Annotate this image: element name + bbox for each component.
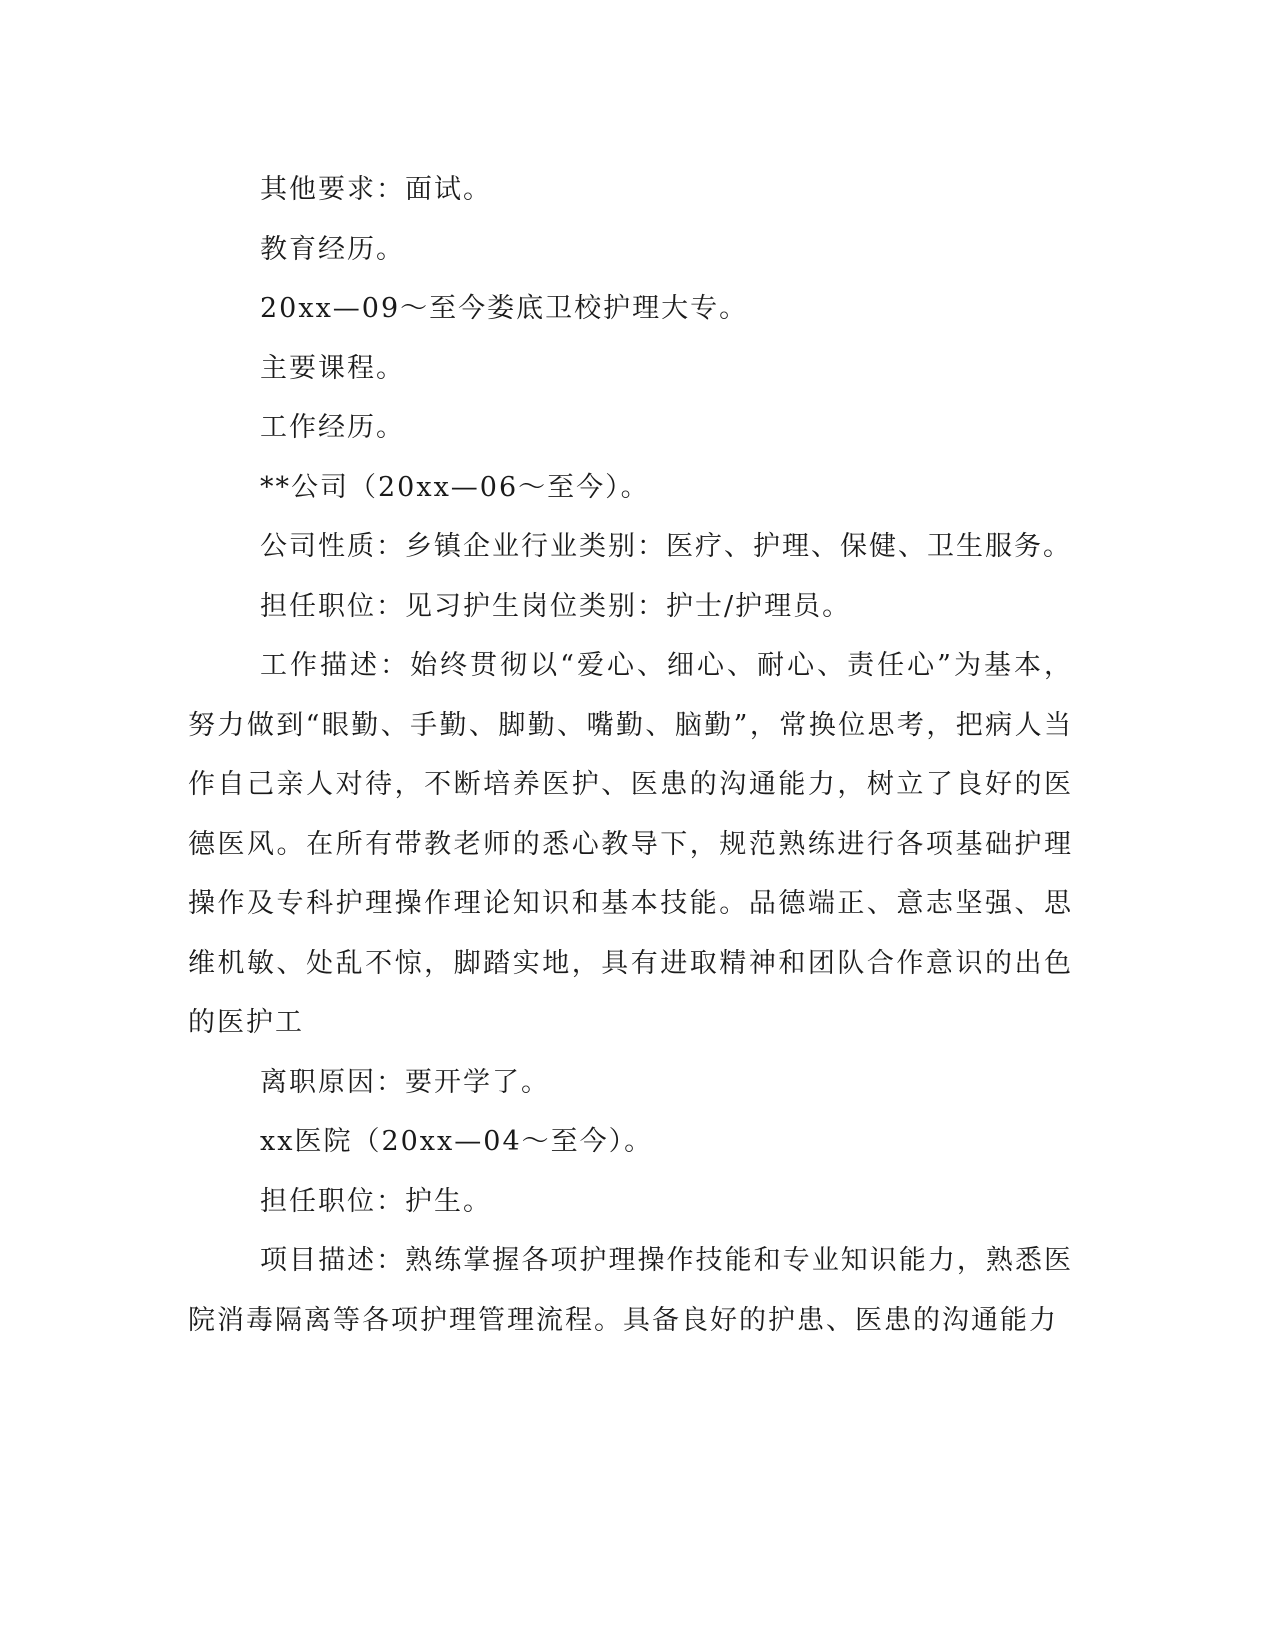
- paragraph-education-entry: 20xx—09～至今娄底卫校护理大专。: [260, 293, 749, 324]
- paragraph-other-requirements: 其他要求：面试。: [260, 174, 492, 205]
- paragraph-work-heading: 工作经历。: [260, 412, 405, 443]
- paragraph-education-heading: 教育经历。: [260, 233, 405, 265]
- paragraph-position-student-nurse: 担任职位：护生。: [260, 1185, 492, 1217]
- paragraph-work-description: 工作描述：始终贯彻以“爱心、细心、耐心、责任心”为基本，努力做到“眼勤、手勤、脚勤、嘴勤、脑勤”，常换位思考，把病人当作自己亲人对待，不断培养医护、医患的沟通能力，树立了良好的医德医风。在所有带教老师的悉心教导下，规范熟练进行各项基础护理操作及专科护理操作理论知识和基本技能。品德端正、意志坚强、思维机敏、处乱不惊，脚踏实地，具有进取精神和团队合作意识的出色的医护工: [188, 650, 1073, 1038]
- paragraph-hospital-entry: xx医院（20xx—04～至今）。: [260, 1126, 654, 1157]
- paragraph-company-entry: **公司（20xx—06～至今）。: [260, 471, 650, 503]
- paragraph-company-nature: 公司性质：乡镇企业行业类别：医疗、护理、保健、卫生服务。: [260, 531, 1072, 562]
- document-body: [188, 160, 1073, 1350]
- paragraph-courses-heading: 主要课程。: [260, 352, 405, 384]
- paragraph-position-trainee: 担任职位：见习护生岗位类别：护士/护理员。: [260, 590, 852, 622]
- paragraph-leave-reason: 离职原因：要开学了。: [260, 1066, 550, 1098]
- paragraph-project-description: 项目描述：熟练掌握各项护理操作技能和专业知识能力，熟悉医院消毒隔离等各项护理管理流程。具备良好的护患、医患的沟通能力: [188, 1245, 1073, 1336]
